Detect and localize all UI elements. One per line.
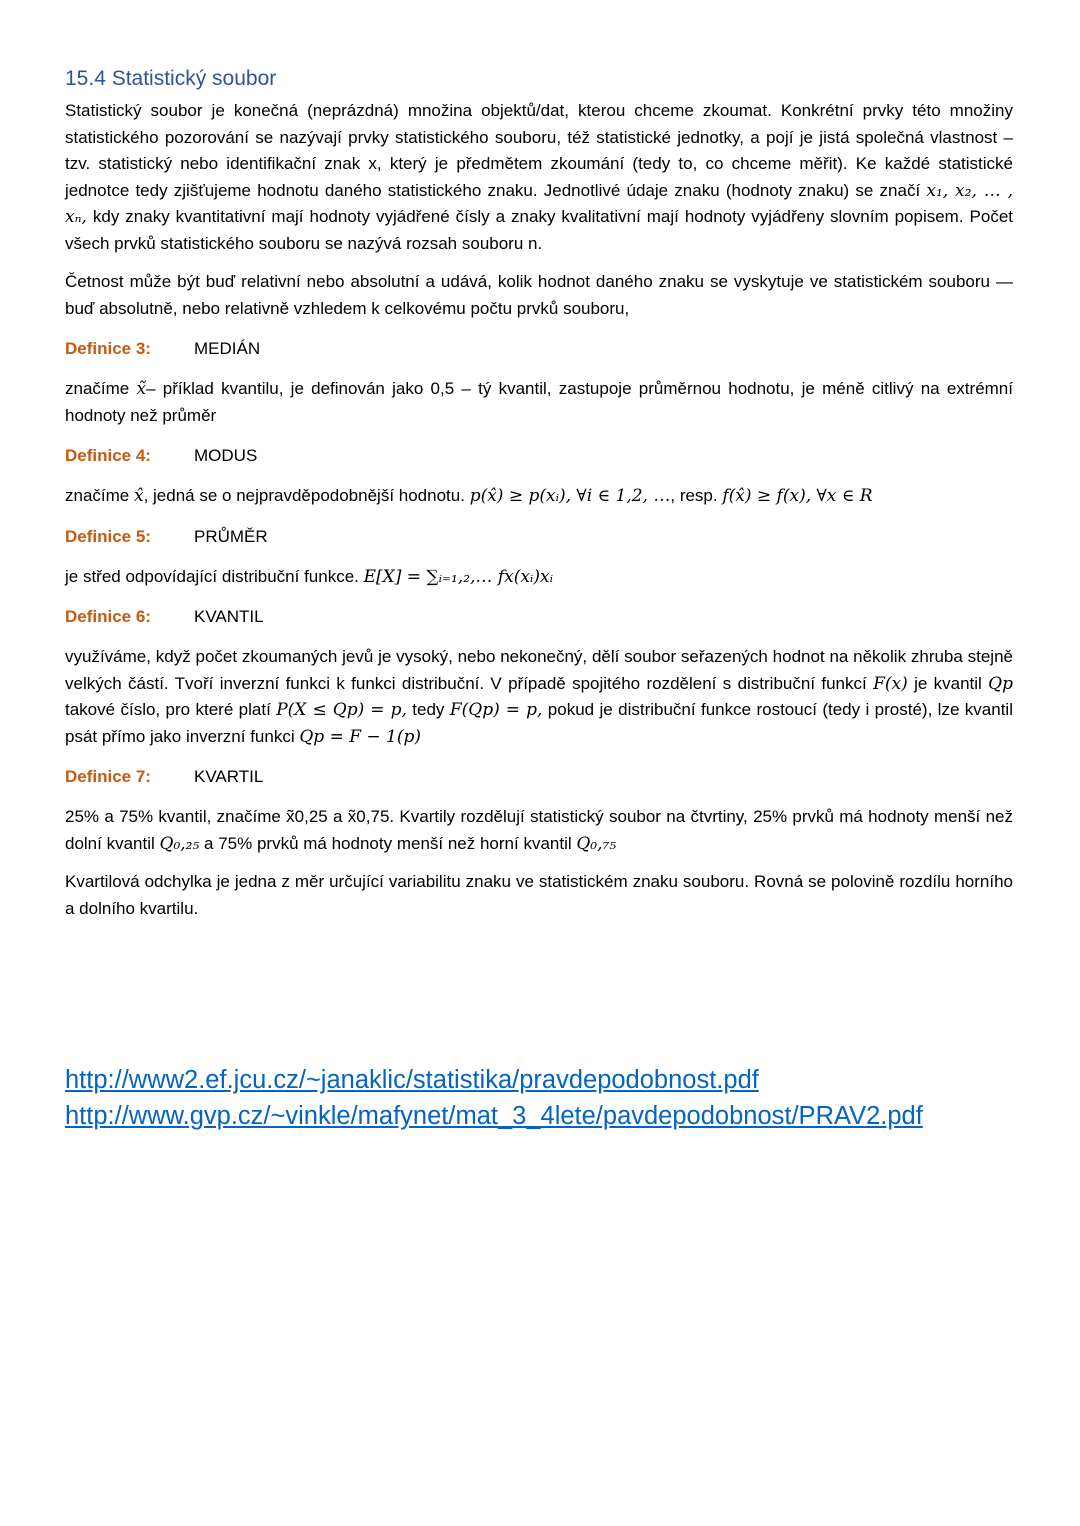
def5-text-a: je střed odpovídající distribuční funkce. — [65, 566, 359, 586]
def6-text-d: tedy — [412, 700, 445, 719]
definition-3-header — [65, 336, 1013, 362]
def4-text-a: značíme — [65, 486, 130, 505]
def6-text-b: je kvantil — [914, 673, 982, 693]
definition-5-header — [65, 524, 1013, 550]
def7-math2: Q₀,₇₅ — [576, 833, 617, 854]
intro-paragraph — [65, 98, 1013, 257]
def6-math: F(x) — [873, 673, 908, 694]
def4-math3: f(x̂) ≥ f(x), ∀x ∈ R — [722, 486, 873, 506]
definition-6-text — [65, 644, 1013, 750]
def3-text-a: značíme — [65, 379, 130, 398]
def5-math: E[X] = ∑ᵢ₌₁,₂,… fx(xᵢ)xᵢ — [363, 566, 553, 587]
def7-text-a: 25% a 75% kvantil, značíme x̃0,25 a x̃0,75. Kvartily rozdělují statistický soubor na čtvrtiny, 25% prvků má hodnoty menší než dolní kvantil — [65, 807, 1013, 853]
definition-label: Definice 5: — [65, 526, 151, 546]
def6-math3: P(X ≤ Qp) = p, — [276, 700, 407, 720]
reference-links — [65, 1062, 1045, 1134]
definition-3-text — [65, 376, 1013, 429]
definition-4-header — [65, 443, 1013, 469]
def6-text-c: takové číslo, pro které platí — [65, 700, 271, 719]
def6-text-e: pokud je distribuční funkce rostoucí (tedy i prosté), lze kvantil psát přímo jako inverzní funkci — [65, 700, 1013, 746]
def3-text-b: – příklad kvantilu, je definován jako 0,5 – tý kvantil, zastupoje průměrnou hodnotu, je méně citlivý na extrémní hodnoty než průměr — [65, 379, 1013, 425]
definition-title: KVARTIL — [194, 767, 264, 786]
def6-math5: Qp = F − 1(p) — [299, 726, 422, 747]
frequency-paragraph: Četnost může být buď relativní nebo absolutní a udává, kolik hodnot daného znaku se vyskytuje ve statistickém souboru — buď absolutně, nebo relativně vzhledem k celkovému počtu prvků souboru, — [65, 272, 1013, 318]
def6-text-a: využíváme, když počet zkoumaných jevů je vysoký, nebo nekonečný, dělí soubor seřazených hodnot na několik zhruba stejně velkých částí. Tvoří inverzní funkci k funkci distribuční. V případě spojitého rozdělení s distribuční funkcí — [65, 647, 1013, 693]
definition-label: Definice 6: — [65, 607, 151, 626]
definition-title: MODUS — [194, 446, 258, 465]
def3-math: x̃ — [136, 379, 147, 399]
def4-text-b: , jedná se o nejpravděpodobnější hodnotu. — [143, 486, 465, 505]
document-page — [65, 64, 1013, 922]
definition-6-header — [65, 604, 1013, 630]
definition-5-text — [65, 564, 1013, 591]
def7-text-b: a 75% prvků má hodnoty menší než horní kvantil — [204, 833, 572, 853]
definition-title: MEDIÁN — [194, 339, 261, 358]
definition-label: Definice 3: — [65, 339, 151, 358]
def7-math: Q₀,₂₅ — [159, 833, 200, 854]
reference-link-1[interactable]: http://www2.ef.jcu.cz/~janaklic/statistika/pravdepodobnost.pdf — [65, 1066, 759, 1094]
def6-math2: Qp — [988, 673, 1013, 694]
def4-text-c: , resp. — [670, 486, 718, 505]
definition-label: Definice 4: — [65, 446, 151, 465]
definition-7-text — [65, 804, 1013, 857]
def6-math4: F(Qp) = p, — [449, 700, 543, 720]
intro-text-b: kdy znaky kvantitativní mají hodnoty vyjádřené čísly a znaky kvalitativní mají hodnoty vyjádřeny slovním popisem. Počet všech prvků statistického souboru se nazývá rozsah souboru n. — [65, 207, 1013, 253]
reference-link-2[interactable]: http://www.gvp.cz/~vinkle/mafynet/mat_3_4lete/pavdepodobnost/PRAV2.pdf — [65, 1102, 923, 1130]
definition-4-text — [65, 483, 1013, 510]
closing-paragraph: Kvartilová odchylka je jedna z měr určující variabilitu znaku ve statistickém znaku souboru. Rovná se polovině rozdílu horního a dolního kvartilu. — [65, 872, 1013, 918]
intro-math-values: x₁, x₂, … , xₙ, — [65, 180, 1013, 227]
definition-7-header — [65, 764, 1013, 790]
def4-math2: p(x̂) ≥ p(xᵢ), ∀i ∈ 1,2, … — [469, 486, 671, 506]
definition-title: KVANTIL — [194, 607, 264, 626]
definition-label: Definice 7: — [65, 767, 151, 786]
intro-text-a: Statistický soubor je konečná (neprázdná) množina objektů/dat, kterou chceme zkoumat. Konkrétní prvky této množiny statistického pozorování se nazývají prvky statistického souboru, též statistické jednotky, a pojí je jistá společná vlastnost – tzv. statistický nebo identifikační znak x, který je předmětem zkoumání (tedy to, co chceme měřit). Ke každé statistické jednotce tedy zjišťujeme hodnotu daného statistického znaku. Jednotlivé údaje znaku (hodnoty znaku) se značí — [65, 101, 1013, 200]
def4-math: x̂ — [133, 486, 144, 506]
section-heading: 15.4 Statistický soubor — [65, 67, 277, 90]
definition-title: PRŮMĚR — [194, 526, 268, 546]
